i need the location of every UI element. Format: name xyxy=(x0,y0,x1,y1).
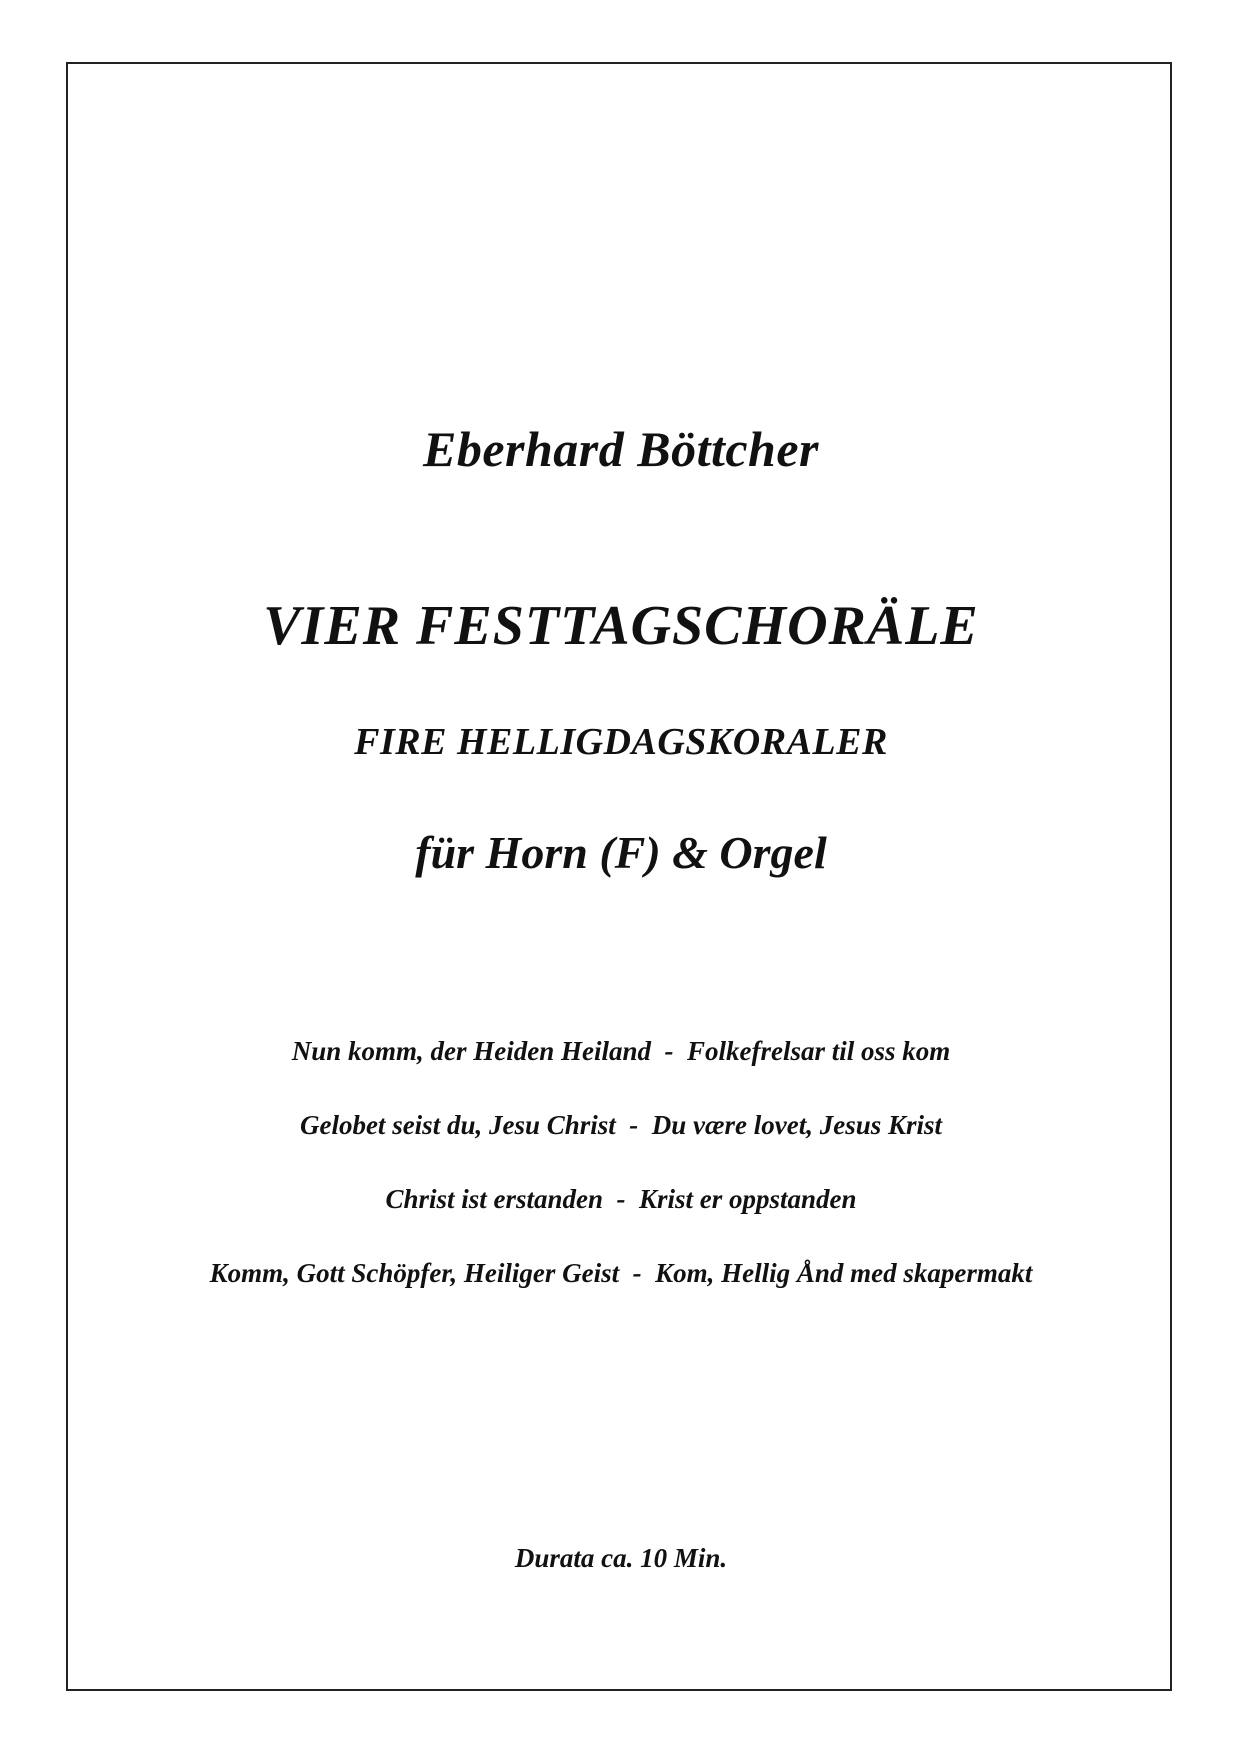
work-title: VIER FESTTAGSCHORÄLE xyxy=(263,595,979,657)
chorale-norwegian-title: Folkefrelsar til oss kom xyxy=(687,1036,951,1066)
duration-note: Durata ca. 10 Min. xyxy=(514,1543,728,1573)
instrumentation: für Horn (F) & Orgel xyxy=(415,827,827,878)
chorale-german-title: Gelobet seist du, Jesu Christ xyxy=(299,1110,616,1140)
chorale-line-2 xyxy=(0,1110,1242,1141)
chorale-separator: - xyxy=(629,1110,639,1140)
chorale-norwegian-title: Krist er oppstanden xyxy=(639,1184,857,1214)
chorale-norwegian-title: Du være lovet, Jesus Krist xyxy=(651,1110,943,1140)
chorale-line-3 xyxy=(0,1184,1242,1215)
chorale-separator: - xyxy=(664,1036,674,1066)
chorale-line-4 xyxy=(0,1258,1242,1289)
work-subtitle: FIRE HELLIGDAGSKORALER xyxy=(354,721,888,763)
chorale-german-title: Nun komm, der Heiden Heiland xyxy=(291,1036,651,1066)
chorale-german-title: Komm, Gott Schöpfer, Heiliger Geist xyxy=(209,1258,620,1288)
chorale-separator: - xyxy=(632,1258,642,1288)
composer-name: Eberhard Böttcher xyxy=(422,421,820,477)
chorale-line-1 xyxy=(0,1036,1242,1067)
chorale-german-title: Christ ist erstanden xyxy=(385,1184,604,1214)
chorale-norwegian-title: Kom, Hellig Ånd med skapermakt xyxy=(655,1258,1033,1288)
chorale-separator: - xyxy=(616,1184,626,1214)
